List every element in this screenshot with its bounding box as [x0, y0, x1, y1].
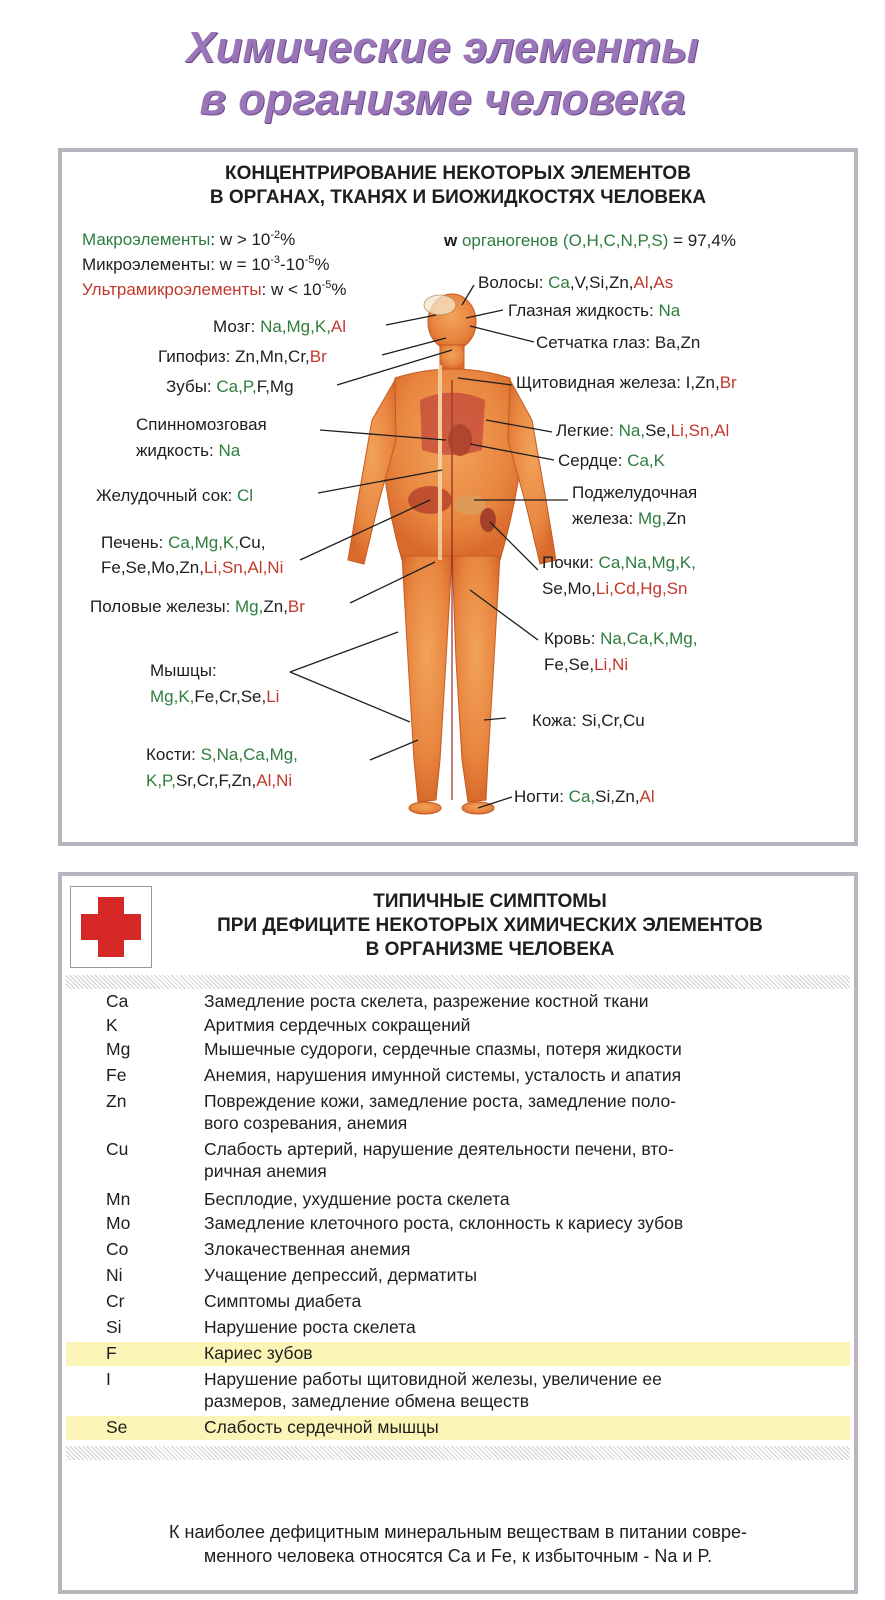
organ-name: Почки: [542, 553, 599, 572]
table-row: Zn Повреждение кожи, замедление роста, замедление поло- вого созревания, анемия [106, 1091, 677, 1133]
label-muscles-line2 [150, 686, 279, 708]
label-pancreas-line2 [572, 508, 686, 530]
organ-name: Волосы: [478, 273, 549, 292]
label-thyroid [516, 372, 737, 394]
element-symbols: Br [309, 347, 327, 366]
organ-name: Сердце: [558, 451, 628, 470]
element-symbols: Li,Sn,Al,Ni [203, 558, 284, 577]
organ-name: Зубы: [166, 377, 217, 396]
organ-name: Легкие: [556, 421, 619, 440]
element-symbols: Cu, [238, 533, 266, 552]
label-blood-line1 [544, 628, 697, 650]
element-symbols: Mg,K, [150, 687, 195, 706]
organ-name: Кожа: [532, 711, 582, 730]
element-symbols: Li [266, 687, 280, 706]
element-symbols: Ca,K [627, 451, 665, 470]
element-symbols: Sr,Cr,F,Zn, [175, 771, 257, 790]
legend-macro: Макроэлементы: $w > 10^{-2}\%$ [82, 229, 296, 249]
table-row: Ca Замедление роста скелета, разрежение костной ткани [106, 991, 649, 1011]
table-row: Se Слабость сердечной мышцы [66, 1416, 850, 1440]
element-symbols: Al,Ni [256, 771, 293, 790]
red-cross-icon [70, 886, 152, 968]
element-symbols: , [648, 273, 654, 292]
element-symbols: Mg, [637, 509, 667, 528]
label-kidneys-line1 [542, 552, 696, 574]
organ-name: Щитовидная железа: [516, 373, 686, 392]
table-row: Mg Мышечные судороги, сердечные спазмы, потеря жидкости [106, 1039, 682, 1059]
element-symbols: Al [633, 273, 649, 292]
label-gastric [96, 485, 253, 507]
element-symbols: Na [218, 441, 241, 460]
label-bones-line2 [146, 770, 292, 792]
element-symbols: ,V,Si,Zn, [569, 273, 634, 292]
table-bottom-divider [66, 1446, 850, 1460]
label-csf-line1: Спинномозговая [136, 415, 267, 434]
label-pancreas-line1: Поджелудочная [572, 483, 698, 502]
kidney [480, 508, 496, 532]
element-symbols: Br [719, 373, 737, 392]
table-row: Cu Слабость артерий, нарушение деятельности печени, вто- ричная анемия [106, 1139, 674, 1181]
organ-name: Половые железы: [90, 597, 236, 616]
brain [424, 295, 456, 315]
section1-heading-line2: В ОРГАНАХ, ТКАНЯХ И БИОЖИДКОСТЯХ ЧЕЛОВЕКА [209, 187, 707, 208]
element-symbols: Zn [666, 509, 687, 528]
element-symbols: I,Zn, [685, 373, 720, 392]
label-heart [558, 450, 665, 472]
element-symbols: Al [330, 317, 347, 336]
element-symbols: Si,Cr,Cu [581, 711, 645, 730]
neck [440, 345, 464, 369]
element-symbols: Zn, [263, 597, 288, 616]
footer-note: К наиболее дефицитным минеральным веществам в питании совре- менного человека относятся Ca и Fe, к избыточным - Na и P. [169, 1522, 747, 1566]
element-symbols: Fe,Se,Mo,Zn, [101, 558, 204, 577]
organ-name: Мозг: [213, 317, 261, 336]
element-symbols: Fe,Se, [544, 655, 595, 674]
label-skin [532, 710, 645, 732]
element-symbols: Zn,Mn,Cr, [235, 347, 310, 366]
element-symbols: Ca [548, 273, 570, 292]
label-blood-line2 [544, 654, 628, 676]
element-symbols: As [653, 273, 674, 292]
element-symbols: S,Na,Ca,Mg, [200, 745, 298, 764]
organ-name: Гипофиз: [158, 347, 236, 366]
section2-heading-line2: ПРИ ДЕФИЦИТЕ НЕКОТОРЫХ ХИМИЧЕСКИХ ЭЛЕМЕНТОВ [217, 915, 763, 936]
element-symbols: Ba,Zn [654, 333, 701, 352]
element-symbols: Cl [236, 486, 254, 505]
organ-name: Кровь: [544, 629, 601, 648]
element-symbols: Mg, [235, 597, 264, 616]
table-row: I Нарушение работы щитовидной железы, увеличение ее размеров, замедление обмена веществ [106, 1369, 662, 1411]
label-liver-line1 [101, 532, 265, 554]
table-row: Co Злокачественная анемия [106, 1239, 411, 1259]
page-title-line2: в организме человека [199, 75, 686, 124]
table-row: Mo Замедление клеточного роста, склонность к кариесу зубов [106, 1213, 684, 1233]
element-symbols: Li,Cd,Hg,Sn [595, 579, 688, 598]
section1-heading-line1: КОНЦЕНТРИРОВАНИЕ НЕКОТОРЫХ ЭЛЕМЕНТОВ [225, 163, 691, 184]
section2-heading-line3: В ОРГАНИЗМЕ ЧЕЛОВЕКА [365, 939, 615, 960]
table-top-divider [66, 975, 850, 989]
table-row: Si Нарушение роста скелета [106, 1317, 416, 1337]
label-retina [536, 332, 700, 354]
label-brain [213, 316, 346, 338]
element-symbols: Na, [618, 421, 646, 440]
table-row: Mn Бесплодие, ухудшение роста скелета [106, 1189, 510, 1209]
table-row: K Аритмия сердечных сокращений [106, 1015, 471, 1035]
element-symbols: Ca,Na,Mg,K, [598, 553, 696, 572]
element-symbols: K,P, [146, 771, 176, 790]
label-liver-line2 [101, 557, 283, 579]
element-symbols: Fe,Cr,Se, [194, 687, 267, 706]
stomach [454, 495, 486, 515]
label-lungs [556, 420, 729, 442]
label-pituitary [158, 346, 327, 368]
label-bones-line1 [146, 744, 298, 766]
label-nails [514, 786, 655, 808]
section2-heading-line1: ТИПИЧНЫЕ СИМПТОМЫ [373, 891, 607, 912]
element-symbols: Br [287, 597, 305, 616]
page-title-line1: Химические элементы [186, 23, 699, 72]
label-csf-line2 [136, 440, 240, 462]
element-symbols: Na,Ca,K,Mg, [600, 629, 698, 648]
legend-micro: Микроэлементы: $w = 10^{-3}-10^{-5}\%$ [82, 254, 330, 274]
element-symbols: Si,Zn, [595, 787, 640, 806]
label-eye-fluid [508, 300, 680, 322]
right-leg [452, 556, 500, 802]
legend-organogens: w органогенов (O,H,C,N,P,S) = 97,4% [444, 231, 736, 250]
label-gonads [90, 596, 305, 618]
organ-name: жидкость: [136, 441, 219, 460]
left-foot [409, 802, 441, 814]
element-symbols: Se,Mo, [542, 579, 596, 598]
element-symbols: Na [658, 301, 681, 320]
table-row: Ni Учащение депрессий, дерматиты [106, 1265, 478, 1285]
label-teeth [166, 376, 294, 398]
table-row: Cr Симптомы диабета [106, 1291, 362, 1311]
element-symbols: Ca, [568, 787, 596, 806]
element-symbols: Ca,P, [216, 377, 257, 396]
label-hair [478, 272, 673, 294]
organ-name: Сетчатка глаз: [536, 333, 655, 352]
table-row: Fe Анемия, нарушения имунной системы, усталость и апатия [106, 1065, 682, 1085]
organ-name: Глазная жидкость: [508, 301, 659, 320]
element-symbols: Al [639, 787, 655, 806]
element-symbols: Se, [645, 421, 671, 440]
left-leg [402, 556, 452, 802]
element-symbols: Na,Mg,K, [260, 317, 331, 336]
label-muscles-line1: Мышцы: [150, 661, 217, 680]
organ-name: Желудочный сок: [96, 486, 237, 505]
organ-name: Печень: [101, 533, 169, 552]
element-symbols: Ca,Mg,K, [168, 533, 239, 552]
element-symbols: F,Mg [256, 377, 294, 396]
element-symbols: Li,Ni [594, 655, 629, 674]
table-row: F Кариес зубов [66, 1342, 850, 1366]
element-symbols: Li,Sn,Al [670, 421, 730, 440]
organ-name: железа: [572, 509, 638, 528]
organ-name: Кости: [146, 745, 201, 764]
legend-ultra: Ультрамикроэлементы: $w < 10^{-5}\%$ [82, 279, 347, 299]
label-kidneys-line2 [542, 578, 688, 600]
organ-name: Ногти: [514, 787, 569, 806]
